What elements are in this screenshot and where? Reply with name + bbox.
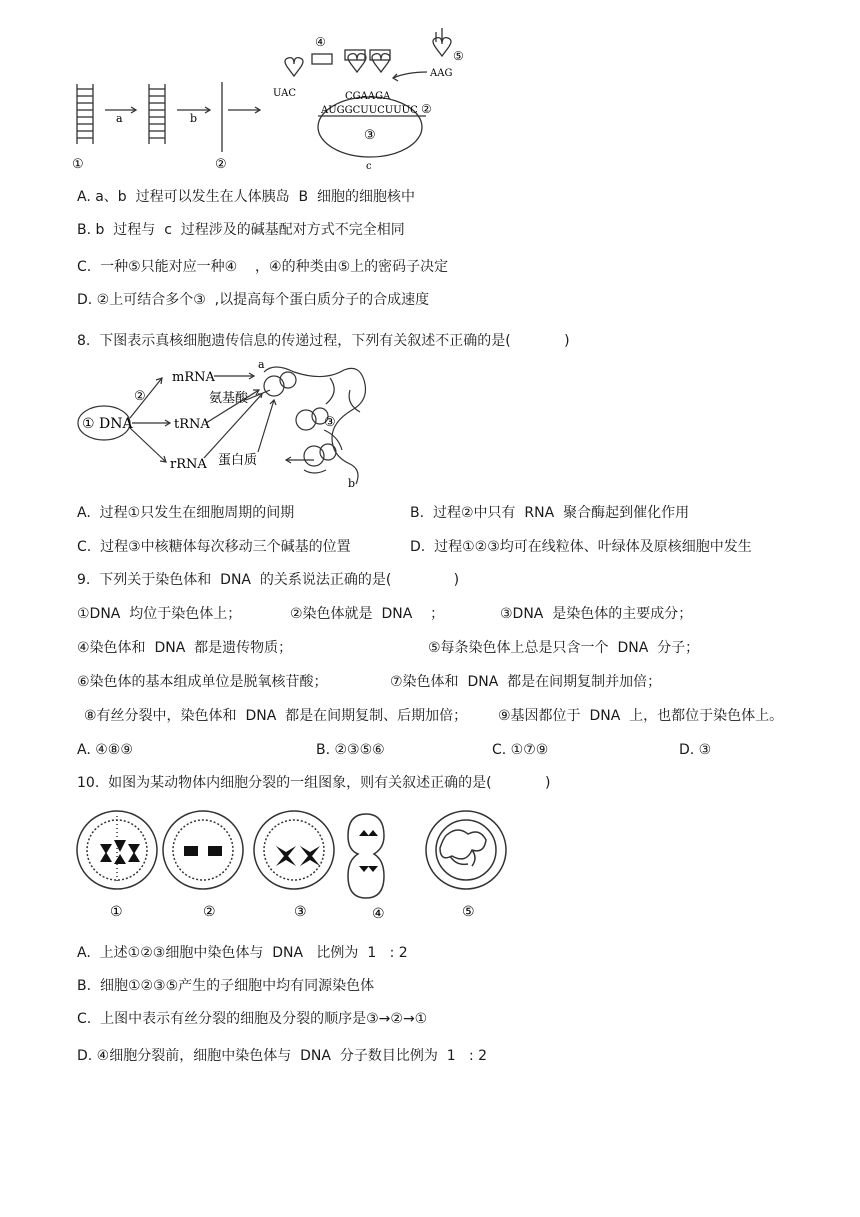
q7-label-uac: UAC [273, 88, 296, 99]
q9-option-a: A. ④⑧⑨ [77, 742, 133, 758]
q7-label-3: ③ [364, 128, 376, 143]
q8-figure [74, 360, 374, 492]
q8-label-trna: tRNA [174, 417, 210, 432]
q8-option-c: C. 过程③中核糖体每次移动三个碱基的位置 [77, 539, 351, 555]
q8-label-aa: 氨基酸 [209, 391, 249, 406]
q7-label-4: ④ [315, 35, 326, 49]
q7-option-d: D. ②上可结合多个③ ,以提高每个蛋白质分子的合成速度 [77, 292, 430, 308]
q10-stem: 10. 如图为某动物体内细胞分裂的一组图象，则有关叙述正确的是( ) [77, 775, 551, 791]
q10-option-c: C. 上图中表示有丝分裂的细胞及分裂的顺序是③→②→① [77, 1011, 428, 1027]
q10-figure [76, 806, 516, 926]
q9-option-c: C. ①⑦⑨ [492, 742, 549, 758]
q9-option-b: B. ②③⑤⑥ [316, 742, 385, 758]
q8-label-b: b [348, 477, 356, 490]
q9-statement-8: ⑧有丝分裂中，染色体和 DNA 都是在间期复制、后期加倍； [84, 708, 468, 724]
q7-label-1: ① [72, 157, 84, 172]
q8-label-2: ② [134, 389, 146, 404]
q7-figure [70, 24, 470, 174]
q8-label-protein: 蛋白质 [218, 453, 258, 468]
q7-label-2: ② [215, 157, 227, 172]
q8-label-a: a [258, 360, 265, 371]
q7-label-cgaaga: CGAAGA [345, 91, 391, 102]
q7-label-c: c [366, 161, 372, 172]
q8-label-dna: ① DNA [82, 416, 133, 432]
q9-statement-2: ②染色体就是 DNA ； [290, 606, 445, 622]
q7-label-a: a [116, 112, 123, 125]
q10-option-a: A. 上述①②③细胞中染色体与 DNA 比例为 1 : 2 [77, 945, 408, 961]
q7-label-5: ⑤ [453, 49, 464, 63]
q8-label-3: ③ [324, 415, 336, 430]
q9-statement-1: ①DNA 均位于染色体上； [77, 606, 242, 622]
q10-label-2: ② [203, 904, 216, 920]
q8-option-d: D. 过程①②③均可在线粒体、叶绿体及原核细胞中发生 [410, 539, 752, 555]
q7-label-mrna-seq: AUGGCUUCUUUC [321, 105, 418, 116]
q7-option-b: B. b 过程与 c 过程涉及的碱基配对方式不完全相同 [77, 222, 405, 238]
q9-statement-7: ⑦染色体和 DNA 都是在间期复制并加倍； [390, 674, 662, 690]
q9-statement-5: ⑤每条染色体上总是只含一个 DNA 分子； [428, 640, 700, 656]
q8-option-b: B. 过程②中只有 RNA 聚合酶起到催化作用 [410, 505, 690, 521]
q9-option-d: D. ③ [679, 742, 712, 758]
q9-stem: 9. 下列关于染色体和 DNA 的关系说法正确的是( ) [77, 572, 460, 588]
q10-option-d: D. ④细胞分裂前，细胞中染色体与 DNA 分子数目比例为 1 : 2 [77, 1048, 488, 1064]
q7-label-2b: ② [421, 102, 432, 116]
q8-option-a: A. 过程①只发生在细胞周期的间期 [77, 505, 295, 521]
q8-label-rrna: rRNA [170, 457, 207, 472]
q7-option-a: A. a、b 过程可以发生在人体胰岛 B 细胞的细胞核中 [77, 189, 416, 205]
q9-statement-4: ④染色体和 DNA 都是遗传物质； [77, 640, 293, 656]
q10-label-3: ③ [294, 904, 307, 920]
q8-label-mrna: mRNA [172, 370, 215, 385]
q10-label-1: ① [110, 904, 123, 920]
q7-option-c: C. 一种⑤只能对应一种④ ，④的种类由⑤上的密码子决定 [77, 259, 449, 275]
q9-statement-9: ⑨基因都位于 DNA 上，也都位于染色体上。 [498, 708, 784, 724]
q8-stem: 8. 下图表示真核细胞遗传信息的传递过程，下列有关叙述不正确的是( ) [77, 333, 570, 349]
q9-statement-6: ⑥染色体的基本组成单位是脱氧核苷酸； [77, 674, 328, 690]
q7-label-b: b [190, 112, 198, 125]
q7-label-aag: AAG [430, 68, 453, 79]
q10-label-5: ⑤ [462, 904, 475, 920]
q10-option-b: B. 细胞①②③⑤产生的子细胞中均有同源染色体 [77, 978, 375, 994]
q10-label-4: ④ [372, 906, 385, 922]
q9-statement-3: ③DNA 是染色体的主要成分； [500, 606, 693, 622]
